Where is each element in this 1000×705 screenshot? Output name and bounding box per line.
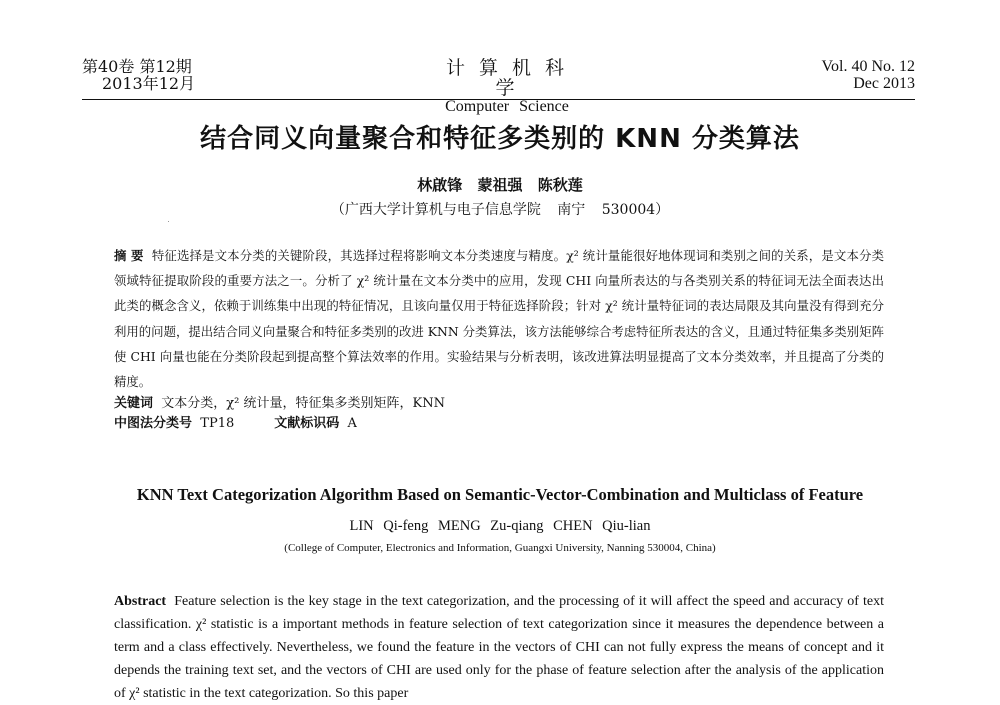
affiliation-en: (College of Computer, Electronics and Information, Guangxi University, Nanning 530004, China) bbox=[284, 542, 716, 554]
abstract-cn-text: 特征选择是文本分类的关键阶段，其选择过程将影响文本分类速度与精度。χ² 统计量能很好地体现词和类别之间的关系，是文本分类领域特征提取阶段的重要方法之一。分析了 χ² 统计量在文本分类中的应用，发现 CHI 向量所表达的与各类别关系的特征词无法全面表达出此类的概念含义，依赖于训练集中出现的特征情况，且该向量仅用于特征选择阶段；针对 χ² 统计量特征词的表达局限及其向量没有得到充分利用的问题，提出结合同义向量聚合和特征多类别的改进 KNN 分类算法，该方法能够综合考虑特征所表达的含义，且通过特征集多类别矩阵使 CHI 向量也能在分类阶段起到提高整个算法效率的作用。实验结果与分析表明，该改进算法明显提高了文本分类效率，并且提高了分类的精度。 bbox=[114, 248, 884, 390]
journal-name-cn: 计算机科学 bbox=[445, 57, 578, 99]
affiliation-cn: （广西大学计算机与电子信息学院 南宁 530004） bbox=[330, 202, 670, 218]
header-rule bbox=[82, 99, 915, 100]
abstract-en-text: Feature selection is the key stage in the text categorization, and the processing of it will affect the speed and accuracy of text classification. χ² statistic is a important methods in feature selection of text categorization since it measures the dependence between a term and a class effectively. Nevertheless, we found the feature in the vectors of CHI can not fully express the means of concept and it depends the training text set, and the vectors of CHI are used only for the phase of feature selection after the analysis of the application of χ² statistic in the text categorization. So this paper bbox=[114, 594, 884, 701]
clc-label: 中图法分类号 bbox=[114, 416, 193, 432]
paper-title-cn: 结合同义向量聚合和特征多类别的 KNN 分类算法 bbox=[200, 124, 800, 154]
keywords-cn-text: 文本分类，χ² 统计量，特征集多类别矩阵，KNN bbox=[161, 396, 445, 412]
abstract-cn-paragraph bbox=[114, 243, 884, 394]
doc-code-value: A bbox=[347, 416, 357, 432]
authors-en: LIN Qi-feng MENG Zu-qiang CHEN Qiu-lian bbox=[349, 518, 651, 534]
abstract-en-label: Abstract bbox=[114, 594, 167, 609]
header-left bbox=[82, 58, 195, 92]
running-header bbox=[82, 57, 915, 115]
abstract-en bbox=[114, 590, 884, 705]
header-right bbox=[822, 58, 916, 92]
clc-value: TP18 bbox=[200, 416, 235, 432]
date-en: Dec 2013 bbox=[853, 75, 915, 92]
keywords-cn bbox=[114, 394, 884, 414]
date-cn: 2013年12月 bbox=[102, 74, 196, 93]
volume-issue-cn: 第40卷 第12期 bbox=[82, 57, 192, 76]
abstract-cn-label: 摘 要 bbox=[114, 248, 144, 263]
authors-cn: 林啟锋 蒙祖强 陈秋莲 bbox=[417, 176, 583, 194]
keywords-cn-label: 关键词 bbox=[114, 396, 154, 412]
scan-mark bbox=[168, 221, 169, 222]
journal-name bbox=[422, 58, 592, 116]
paper-title-en: KNN Text Categorization Algorithm Based on Semantic-Vector-Combination and Multiclass of Feature bbox=[136, 485, 864, 504]
classification-line bbox=[114, 414, 884, 434]
doc-code-label: 文献标识码 bbox=[274, 416, 340, 432]
journal-name-en: Computer Science bbox=[445, 98, 569, 115]
volume-issue-en: Vol. 40 No. 12 bbox=[821, 58, 915, 75]
abstract-cn bbox=[114, 243, 884, 434]
